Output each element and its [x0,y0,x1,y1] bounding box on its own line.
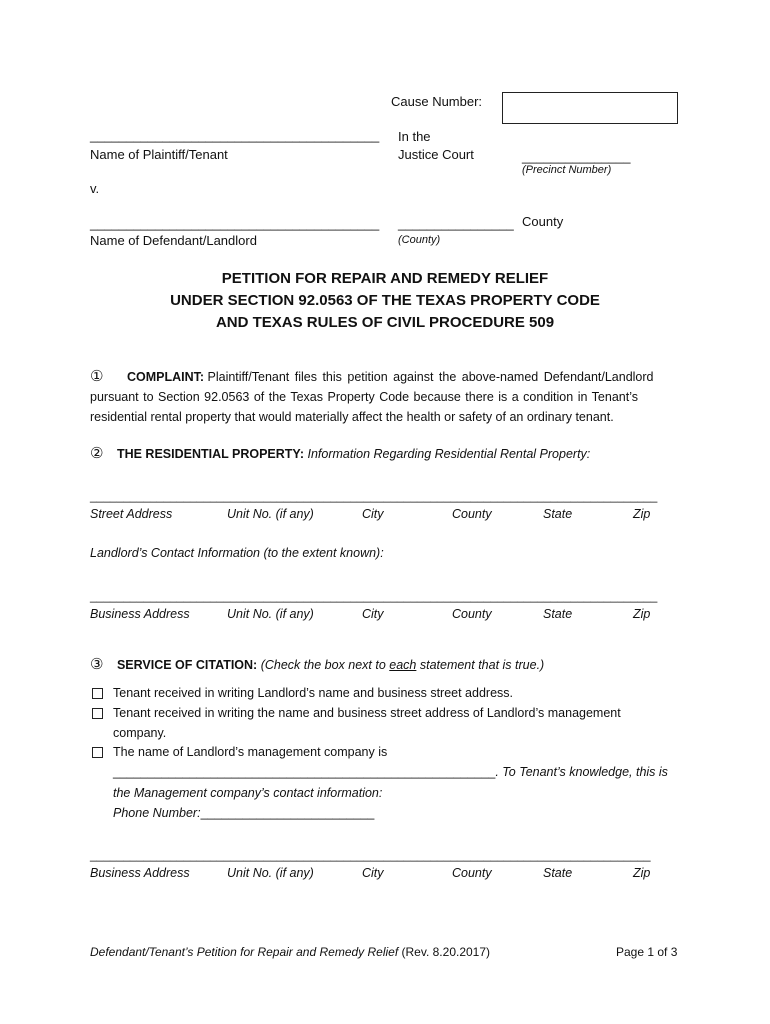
col-county: County [452,607,492,621]
citation-instruction-post: statement that is true.) [416,658,545,672]
property-heading-row [90,444,590,462]
cause-number-box[interactable] [502,92,678,124]
col-business-address: Business Address [90,607,190,621]
col-city: City [362,607,384,621]
precinct-line[interactable]: _______________ [522,149,631,164]
property-address-line[interactable]: _____________________________________________________________________________________ [90,489,658,503]
citation-instruction-pre: (Check the box next to [260,658,390,672]
checkbox-management-address[interactable] [92,708,103,719]
citation-heading-row [90,655,544,673]
court-line1: In the [398,129,431,144]
complaint-heading: COMPLAINT: [126,370,205,384]
col-zip: Zip [633,866,651,880]
complaint-number: ① [90,368,104,385]
col-business-address: Business Address [90,866,190,880]
citation-item-2-cont: company. [113,726,167,740]
cause-number-label: Cause Number: [391,94,483,109]
checkbox-landlord-address[interactable] [92,688,103,699]
county-label: (County) [398,234,441,246]
col-city: City [362,866,384,880]
management-tail: . To Tenant’s knowledge, this is [495,765,668,779]
col-state: State [543,866,573,880]
management-name-line[interactable]: _______________________________________________________ [113,765,496,779]
footer-form-title-row [90,945,490,959]
phone-row [113,806,374,820]
citation-instruction-emph: each [389,658,417,672]
plaintiff-name-line[interactable]: ________________________________________ [90,128,380,143]
footer-page-number: Page 1 of 3 [616,945,678,959]
col-unit-no: Unit No. (if any) [227,866,314,880]
complaint-line1 [90,367,680,385]
landlord-address-line[interactable]: _____________________________________________________________________________________ [90,589,658,603]
col-zip: Zip [633,507,651,521]
col-county: County [452,866,492,880]
col-unit-no: Unit No. (if any) [227,607,314,621]
phone-label: Phone Number: [113,806,201,820]
county-line[interactable]: ________________ [398,216,514,231]
plaintiff-label: Name of Plaintiff/Tenant [90,147,228,162]
versus: v. [90,181,100,196]
complaint-text3: residential rental property that would materially affect the health or safety of an ordinary tenant. [90,410,614,424]
county-word: County [522,214,564,229]
defendant-name-line[interactable]: ________________________________________ [90,216,380,231]
phone-line[interactable]: _________________________ [200,806,375,820]
title-line2: UNDER SECTION 92.0563 OF THE TEXAS PROPERTY CODE [170,292,600,309]
col-unit-no: Unit No. (if any) [227,507,314,521]
property-subheading: Information Regarding Residential Rental Property: [307,447,591,461]
col-state: State [543,607,573,621]
title-line1: PETITION FOR REPAIR AND REMEDY RELIEF [221,270,549,287]
landlord-contact-label: Landlord’s Contact Information (to the extent known): [90,546,384,560]
citation-item-3: The name of Landlord’s management company is [113,745,388,759]
citation-item-1: Tenant received in writing Landlord’s name and business street address. [113,686,513,700]
title-line3: AND TEXAS RULES OF CIVIL PROCEDURE 509 [215,314,555,331]
col-zip: Zip [633,607,651,621]
property-number: ② [90,445,104,462]
citation-item-2: Tenant received in writing the name and business street address of Landlord’s management [113,706,621,720]
complaint-text1: Plaintiff/Tenant files this petition against the above-named Defendant/Landlord [207,370,654,384]
col-state: State [543,507,573,521]
citation-number: ③ [90,656,104,673]
citation-heading: SERVICE OF CITATION: [116,658,258,672]
complaint-text2: pursuant to Section 92.0563 of the Texas Property Code because there is a condition in Tenant’s [90,390,638,404]
col-county: County [452,507,492,521]
footer-revision: (Rev. 8.20.2017) [398,945,491,959]
property-heading: THE RESIDENTIAL PROPERTY: [116,447,304,461]
precinct-label: (Precinct Number) [522,164,612,176]
management-contact-info-label: the Management company’s contact information: [113,786,383,800]
court-line2: Justice Court [398,147,474,162]
col-street-address: Street Address [90,507,173,521]
management-address-line[interactable]: ____________________________________________________________________________________ [90,848,651,862]
footer-form-title: Defendant/Tenant’s Petition for Repair and Remedy Relief [90,945,399,959]
management-row [113,765,668,779]
defendant-label: Name of Defendant/Landlord [90,233,257,248]
checkbox-management-name[interactable] [92,747,103,758]
col-city: City [362,507,384,521]
